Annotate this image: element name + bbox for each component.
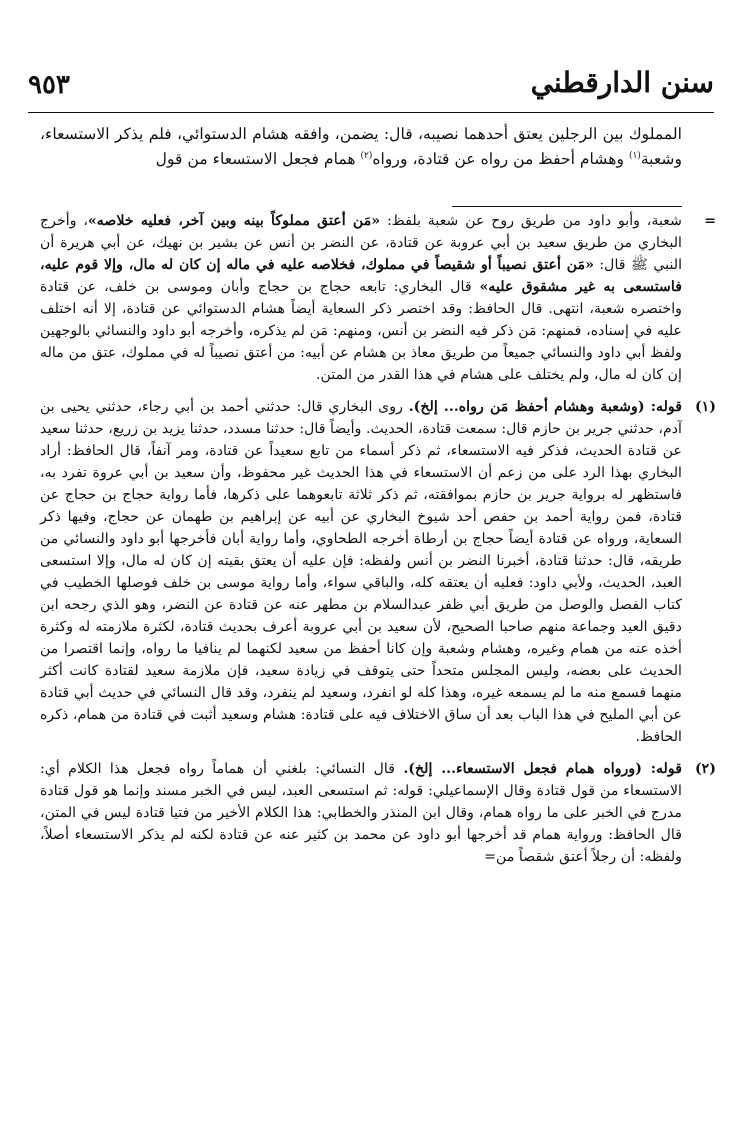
footnote-2-text: قال النسائي: بلغني أن هماماً رواه فجعل هذا الكلام أي: الاستسعاء من قول قتادة وقال الإسماعيلي: قوله: ثم استسعى العبد، ليس في الخبر مسند وإنما هو قول قتادة مدرج في الخبر على ما رواه همام، وقال ابن المنذر والخطابي: هذا الكلام الأخير من فتيا قتادة ليس في المتن، قال الحافظ: ورواية همام قد أخرجها أبو داود عن محمد بن كثير عنه عن قتادة لكنه لم يذكر الاستسعاء أصلاً، ولفظه: أن رجلاً أعتق شقصاً من bbox=[40, 761, 682, 865]
footnote-1 bbox=[40, 396, 716, 748]
page-header bbox=[28, 62, 714, 112]
main-text-part1: المملوك بين الرجلين يعتق أحدهما نصيبه، قال: يضمن، وافقه هشام الدستوائي، فلم يذكر الاستسعاء، وشعبة bbox=[40, 125, 682, 168]
footnote-gap bbox=[40, 748, 716, 758]
continuation-text: ، وأخرج البخاري من طريق سعيد بن أبي عروبة عن قتادة، عن النضر بن أنس عن بشير بن نهيك، عن أبي هريرة أن النبي ﷺ قال: bbox=[40, 213, 683, 273]
main-text bbox=[40, 122, 682, 172]
hadith-quote: «مَن أعتق مملوكاً بينه وبين آخر، فعليه خلاصه» bbox=[87, 213, 381, 229]
footnote-2-lemma: قوله: (ورواه همام فجعل الاستسعاء... إلخ). bbox=[403, 761, 682, 777]
hadith-quote: «مَن أعتق نصيباً أو شقيصاً في مملوك، فخلاصه عليه في ماله إن كان له مال، وإلا قوم عليه، فاستسعى به غير مشقوق عليه» bbox=[40, 257, 682, 295]
continuation-marker: = bbox=[704, 213, 716, 229]
footnote-separator bbox=[452, 206, 682, 207]
book-title: سنن الدارقطني bbox=[530, 66, 714, 99]
footnote-ref-1[interactable]: (١) bbox=[628, 150, 641, 161]
footnote-2 bbox=[40, 758, 716, 868]
footnote-1-lemma: قوله: (وشعبة وهشام أحفظ مَن رواه... إلخ). bbox=[408, 399, 683, 415]
footnote-2-marker: (٢) bbox=[694, 761, 716, 777]
footnote-ref-2[interactable]: (٢) bbox=[360, 150, 373, 161]
continuation-text: قال البخاري: تابعه حجاج بن حجاج وأبان وموسى بن خلف، عن قتادة واختصره شعبة، انتهى. قال الحافظ: وقد اختصر ذكر السعاية أيضاً هشام الدستوائي عن قتادة، إلا أنه اختلف عليه في إسناده، فمنهم: مَن ذكر فيه النضر بن أنس، ومنهم: مَن لم يذكره، وأخرجه أبو داود والنسائي بالوجهين ولفظ أبي داود والنسائي جميعاً من طريق معاذ بن هشام عن أبيه: من أعتق نصيباً له في مملوك، عتق من ماله إن كان له مال، ولم يختلف على هشام في هذا القدر من المتن. bbox=[40, 279, 682, 383]
continued-marker: = bbox=[484, 849, 497, 865]
continuation-text: شعبة، وأبو داود من طريق روح عن شعبة بلفظ: bbox=[380, 213, 683, 229]
footnotes-section bbox=[40, 210, 716, 868]
footnote-1-text: روى البخاري قال: حدثني أحمد بن أبي رجاء، حدثني يحيى بن آدم، حدثني جرير بن حازم قال: سمعت قتادة، الحديث. وأيضاً قال: حدثنا مسدد، حدثنا يزيد بن زريع، حدثنا سعيد عن قتادة الحديث، فذكر فيه الاستسعاء، ثم ذكر أسماء من تابع سعيداً عن قتادة، ومر آنفاً، قال الحافظ: أراد البخاري بهذا الرد على من زعم أن الاستسعاء في هذا الحديث غير محفوظ، وأن سعيد بن أبي عروة تفرد به، فاستظهر له برواية جرير بن حازم بموافقته، ثم ذكر ثلاثة تابعوهما على ذكرها، فأما رواية حجاج بن حجاج عن قتادة، فمن رواية أحمد بن حفص أحد شيوخ البخاري عن أبيه عن إبراهيم بن طهمان عن حجاج، وفيها ذكر السعاية، ورواه عن قتادة أيضاً حجاج بن أرطاة أخرجه الطحاوي، وأما رواية أبان فأخرجها أبو داود والنسائي من طريقه، قال: حدثنا قتادة، أخبرنا النضر بن أنس ولفظه: فإن عليه أن يعتق بقيته إن كان له مال، وإلا استسعى العبد، الحديث، ولأبي داود: فعليه أن يعتقه كله، والباقي سواء، وأما رواية موسى بن خلف فوصلها الخطيب في كتاب الفصل والوصل من طريق أبي ظفر عبدالسلام بن مطهر عنه عن قتادة عن النضر، وهو الذي رجحه ابن دقيق العيد وجماعة منهم صاحبا الصحيح، لأن سعيد بن أبي عروبة أعرف بحديث قتادة، لكثرة ملازمته له وكثرة أخذه عنه من همام وغيره، وهشام وشعبة وإن كانا أحفظ من سعيد لكنهما لم ينافيا ما رواه، وإنما اقتصرا من الحديث على بعضه، وليس المجلس متحداً حتى يتوقف في زيادة سعيد، فإن ملازمة سعيد لقتادة كانت أكثر منهما فسمع منه ما لم يسمعه غيره، وهذا كله لو انفرد، وسعيد لم ينفرد، وقد قال النسائي في حديث أبي قتادة عن أبي المليح في هذا الباب بعد أن ساق الاختلاف فيه على قتادة: هشام وسعيد أثبت في قتادة من همام، ذكره الحافظ. bbox=[40, 399, 682, 745]
footnote-1-marker: (١) bbox=[694, 399, 716, 415]
footnote-continuation bbox=[40, 210, 716, 386]
main-text-part2: وهشام أحفظ من رواه عن قتادة، ورواه bbox=[372, 150, 629, 168]
main-text-part3: همام فجعل الاستسعاء من قول bbox=[155, 150, 361, 168]
header-rule bbox=[28, 112, 714, 113]
page-number: ٩٥٣ bbox=[28, 70, 70, 100]
footnote-gap bbox=[40, 386, 716, 396]
